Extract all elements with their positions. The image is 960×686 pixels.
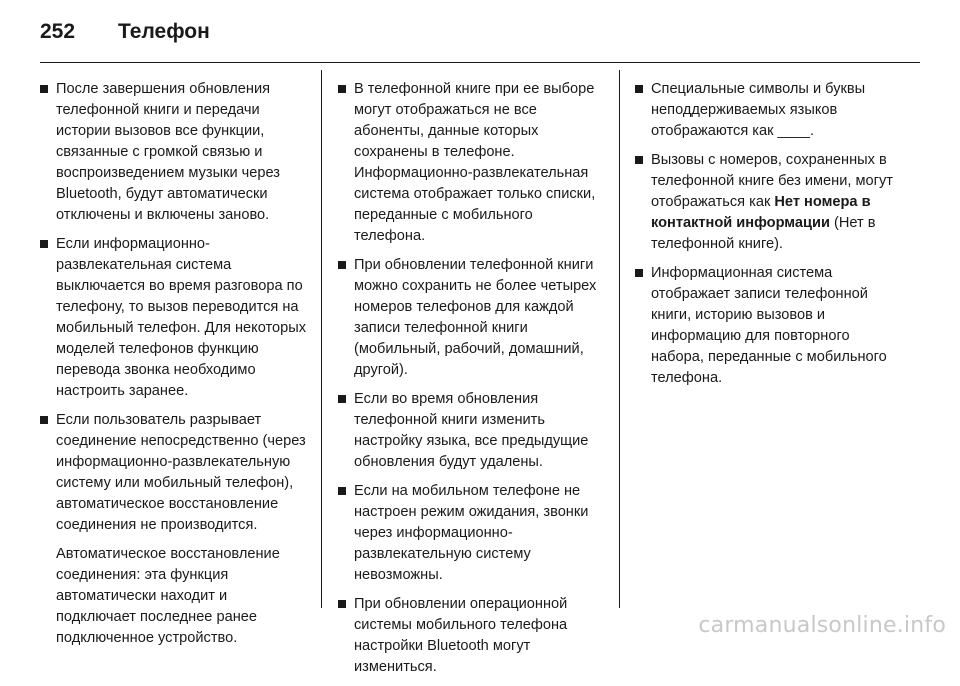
list-item-text: Если пользователь разрывает соединение непосредственно (через информационно-развлекательную систему или мобильный телефон), автоматическое восстановление соединения не производится. xyxy=(56,412,306,533)
list-item-text: После завершения обновления телефонной книги и передачи истории вызовов все функции, связанные с громкой связью и воспроизведением музыки через Bluetooth, будут автоматически отключены и включены заново. xyxy=(56,81,281,223)
list-item-text: При обновлении телефонной книги можно сохранить не более четырех номеров телефонов для каждой записи телефонной книги (мобильный, рабочий, домашний, другой). xyxy=(354,257,597,378)
list-item-text: При обновлении операционной системы мобильного телефона настройки Bluetooth могут измениться. xyxy=(354,596,568,675)
list-item-text: Информационная система отображает записи телефонной книги, историю вызовов и информацию для повторного набора, переданные с мобильного телефона. xyxy=(651,265,887,386)
page-title: Телефон xyxy=(118,20,210,43)
list-item-bold-text: Нет номера в контактной информации xyxy=(651,194,871,231)
bullet-icon xyxy=(338,600,346,608)
column-1 xyxy=(38,79,308,649)
list-item xyxy=(38,410,308,536)
list-item xyxy=(38,234,308,402)
column-2 xyxy=(336,79,606,686)
column-divider-1 xyxy=(321,70,322,608)
list-item xyxy=(336,79,606,247)
bullet-icon xyxy=(338,261,346,269)
bullet-icon xyxy=(635,269,643,277)
list-item-text: Если во время обновления телефонной книги изменить настройку языка, все предыдущие обновления будут удалены. xyxy=(354,391,589,470)
watermark: carmanualsonline.info xyxy=(698,613,946,638)
list-item-text: Если информационно-развлекательная система выключается во время разговора по телефону, то вызов переводится на мобильный телефон. Для некоторых моделей телефонов функцию перевода звонка необходимо настроить заранее. xyxy=(56,236,307,399)
list-item xyxy=(633,150,905,255)
page-header xyxy=(40,12,210,52)
list-item xyxy=(633,79,905,142)
list-item xyxy=(38,79,308,226)
list-item-text-before: Вызовы с номеров, сохраненных в телефонной книге без имени, могут отображаться как xyxy=(651,152,893,210)
page-number: 252 xyxy=(40,20,76,43)
bullet-icon xyxy=(338,487,346,495)
bullet-icon xyxy=(40,416,48,424)
list-item xyxy=(633,263,905,389)
bullet-icon xyxy=(635,156,643,164)
list-item-text: Если на мобильном телефоне не настроен режим ожидания, звонки через информационно-развлекательную систему невозможны. xyxy=(354,483,589,583)
column-3 xyxy=(633,79,905,397)
bullet-icon xyxy=(40,240,48,248)
list-item xyxy=(336,255,606,381)
bullet-icon xyxy=(40,85,48,93)
bullet-icon xyxy=(338,85,346,93)
bullet-icon xyxy=(338,395,346,403)
header-rule xyxy=(40,62,920,63)
list-item-text-after: (Нет в телефонной книге). xyxy=(651,215,876,252)
paragraph: Автоматическое восстановление соединения: эта функция автоматически находит и подключает последнее ранее подключенное устройство. xyxy=(56,546,280,646)
list-item-text: Специальные символы и буквы неподдерживаемых языков отображаются как ____. xyxy=(651,81,866,139)
list-item xyxy=(336,594,606,678)
list-item xyxy=(336,389,606,473)
list-item xyxy=(336,481,606,586)
bullet-icon xyxy=(635,85,643,93)
list-item-text: В телефонной книге при ее выборе могут отображаться не все абоненты, данные которых сохранены в телефоне. Информационно-развлекательная система отображает только списки, переданные с мобильного телефона. xyxy=(354,81,596,244)
column-divider-2 xyxy=(619,70,620,608)
